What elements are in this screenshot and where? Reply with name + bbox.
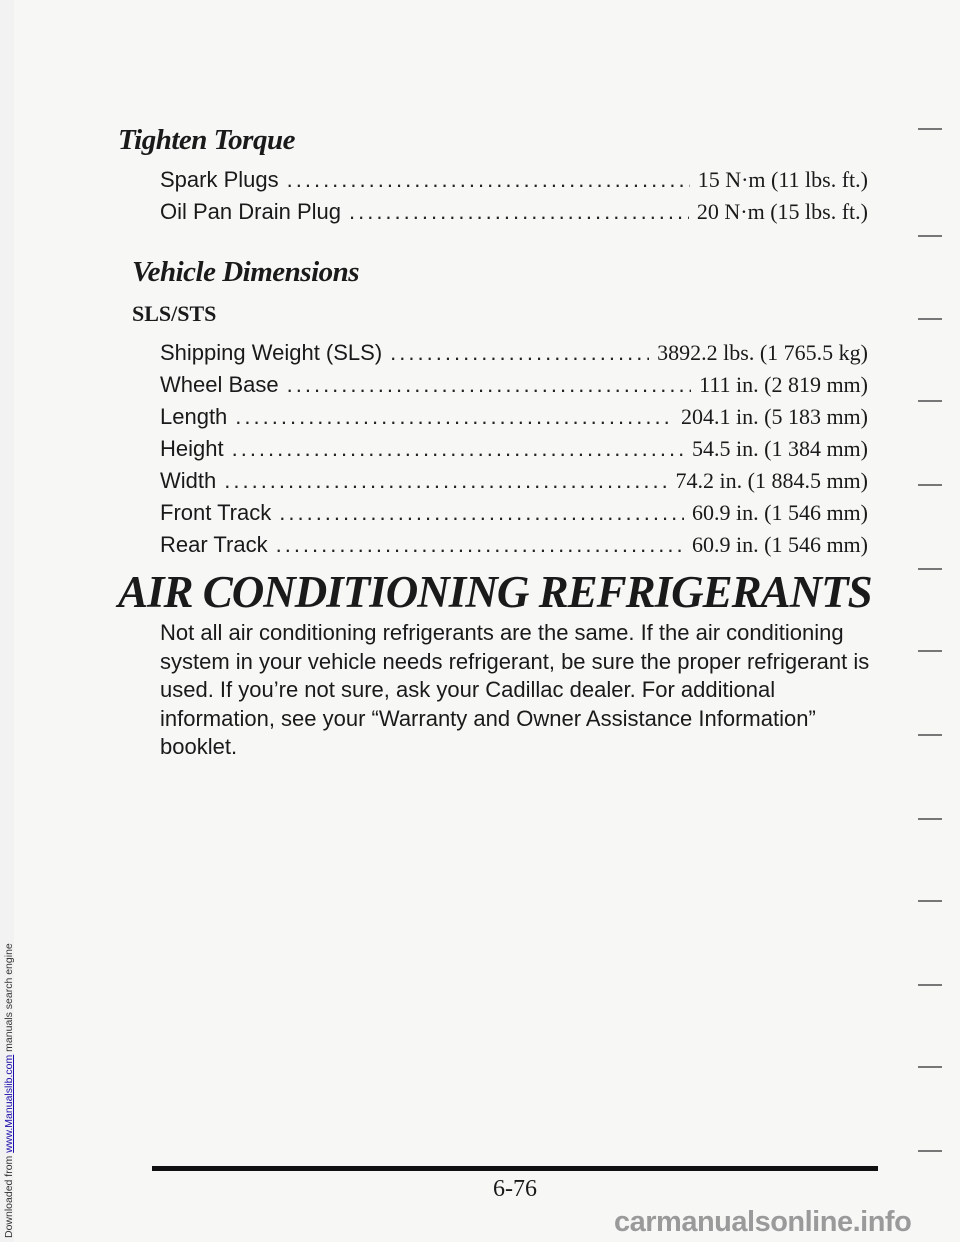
margin-tick [918,818,942,820]
margin-tick [918,235,942,237]
spec-value: 60.9 in. (1 546 mm) [692,500,868,525]
page-number: 6-76 [493,1176,537,1202]
spec-row-spark-plugs [160,167,868,201]
leader-dots [224,468,667,494]
spec-row-height [160,436,868,470]
footer-rule [152,1166,878,1171]
ac-refrigerants-paragraph: Not all air conditioning refrigerants are the same. If the air conditioning system in your vehicle needs refrigerant, be sure the proper refrigerant is used. If you’re not sure, ask your Cadillac dealer. For additional information, see your “Warranty and Owner Assistance Information” booklet. [160,620,870,759]
leader-dots [232,436,684,462]
spec-value: 15 N·m (11 lbs. ft.) [697,167,868,192]
spec-label: Length [160,404,228,429]
watermark: carmanualsonline.info [614,1206,912,1238]
margin-tick [918,128,942,130]
download-suffix: manuals search engine [3,943,15,1055]
spec-row-front-track [160,500,868,534]
download-prefix: Downloaded from [3,1152,15,1238]
vehicle-dimensions-heading: Vehicle Dimensions [132,256,360,288]
leader-dots [235,404,673,430]
spec-value: 74.2 in. (1 884.5 mm) [675,468,868,493]
margin-tick [918,484,942,486]
spec-label: Height [160,436,224,461]
model-subheading: SLS/STS [132,301,217,326]
leader-dots [390,340,649,366]
leader-dots [349,199,689,225]
spec-row-length [160,404,868,438]
margin-tick [918,1066,942,1068]
spec-label: Oil Pan Drain Plug [160,199,341,224]
spec-row-width [160,468,868,502]
leader-dots [287,167,690,193]
manualslib-link[interactable]: www.Manualslib.com [3,1054,15,1153]
spec-label: Shipping Weight (SLS) [160,340,383,365]
spec-value: 111 in. (2 819 mm) [699,372,868,397]
margin-tick [918,1150,942,1152]
spec-row-wheel-base [160,372,868,406]
leader-dots [276,532,684,558]
leader-dots [287,372,692,398]
spec-row-oil-pan-drain-plug [160,199,868,233]
spec-value: 20 N·m (15 lbs. ft.) [696,199,868,224]
margin-tick [918,318,942,320]
margin-tick [918,900,942,902]
margin-tick [918,650,942,652]
margin-tick [918,734,942,736]
ac-refrigerants-heading: AIR CONDITIONING REFRIGERANTS [118,567,872,617]
tighten-torque-heading: Tighten Torque [118,124,295,156]
spec-value: 54.5 in. (1 384 mm) [692,436,868,461]
spec-value: 3892.2 lbs. (1 765.5 kg) [657,340,868,365]
margin-tick [918,984,942,986]
margin-tick [918,568,942,570]
spec-label: Spark Plugs [160,167,279,192]
spec-row-rear-track [160,532,868,566]
spec-value: 204.1 in. (5 183 mm) [681,404,868,429]
spec-value: 60.9 in. (1 546 mm) [692,532,868,557]
spec-label: Front Track [160,500,272,525]
leader-dots [279,500,684,526]
spec-label: Wheel Base [160,372,279,397]
spec-row-shipping-weight [160,340,868,374]
spec-label: Rear Track [160,532,268,557]
margin-tick [918,400,942,402]
spec-label: Width [160,468,217,493]
